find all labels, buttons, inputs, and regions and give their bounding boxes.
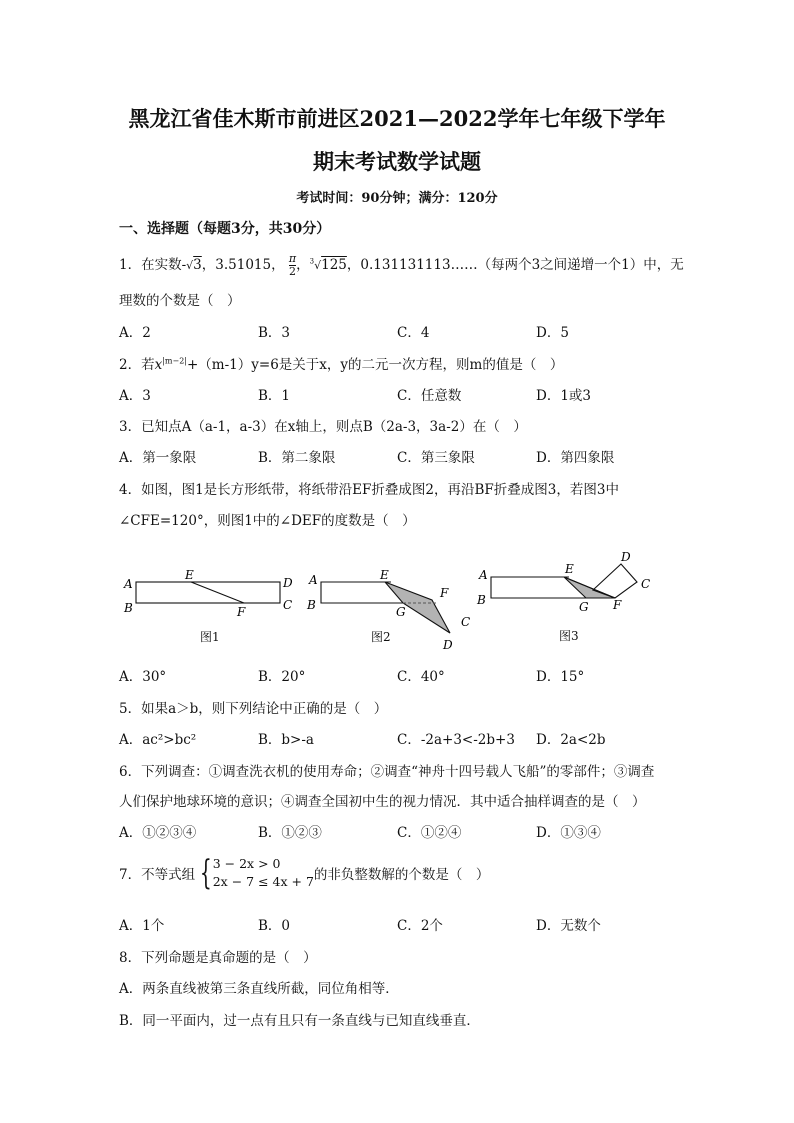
- question-4-line2: ∠CFE=120°，则图1中的∠DEF的度数是（ ）: [119, 513, 416, 529]
- question-1-line1: 1．在实数-√3，3.51015， $\frac{\pi}{2}$ ，$^3$√125，0.131131113……（每两个3之间递增一个1）中，无: [119, 252, 684, 278]
- q5-option-b[interactable]: B．b>-a: [258, 732, 314, 748]
- section-heading: 一、选择题（每题3分，共30分）: [119, 221, 331, 237]
- q7-option-a[interactable]: A．1个: [119, 918, 165, 934]
- q7-option-d[interactable]: D．无数个: [536, 918, 601, 934]
- fig2-label-g: G: [396, 605, 406, 619]
- fig1-label-a: A: [124, 577, 133, 591]
- q7-option-b[interactable]: B．0: [258, 918, 291, 934]
- q1-option-d[interactable]: D．5: [536, 325, 569, 341]
- fig3-label-f: F: [613, 598, 622, 612]
- q5-option-c[interactable]: C．-2a+3<-2b+3: [397, 732, 515, 748]
- fig3-label-a: A: [479, 568, 488, 582]
- q2-option-d[interactable]: D．1或3: [536, 388, 592, 404]
- fig1-label-d: D: [283, 576, 293, 590]
- q4-option-b[interactable]: B．20°: [258, 669, 306, 685]
- q7-option-c[interactable]: C．2个: [397, 918, 443, 934]
- q2-option-a[interactable]: A．3: [119, 388, 151, 404]
- fig3-label-g: G: [579, 600, 589, 614]
- q1-option-b[interactable]: B．3: [258, 325, 291, 341]
- question-8: 8．下列命题是真命题的是（ ）: [119, 950, 317, 966]
- fig1-label-f: F: [237, 605, 246, 619]
- figure-3: [476, 550, 650, 614]
- q3-option-d[interactable]: D．第四象限: [536, 450, 615, 466]
- fig3-label-c: C: [641, 577, 651, 591]
- question-1-line2: 理数的个数是（ ）: [119, 293, 241, 309]
- q3-option-a[interactable]: A．第一象限: [119, 450, 197, 466]
- q1-option-c[interactable]: C．4: [397, 325, 430, 341]
- inequality-2: 2x − 7 ≤ 4x + 7: [212, 874, 314, 889]
- page-title-line1: 黑龙江省佳木斯市前进区2021—2022学年七年级下学年: [128, 106, 666, 131]
- q5-option-a[interactable]: A．ac²>bc²: [119, 732, 197, 748]
- fig2-label-c: C: [461, 615, 471, 629]
- q4-figures: [115, 545, 675, 655]
- exam-info: 考试时间：90分钟；满分：120分: [296, 191, 498, 206]
- figure-2-caption: 图2: [371, 630, 391, 644]
- figure-1-caption: 图1: [200, 630, 220, 644]
- q5-option-d[interactable]: D．2a<2b: [536, 732, 606, 748]
- fig1-label-b: B: [124, 601, 133, 615]
- fig1-label-c: C: [283, 598, 293, 612]
- fig1-label-e: E: [185, 568, 194, 582]
- pi-over-2-fraction: $\frac{\pi}{2}$: [288, 252, 297, 278]
- q4-option-d[interactable]: D．15°: [536, 669, 585, 685]
- page-title-line2: 期末考试数学试题: [313, 149, 481, 174]
- q2-option-c[interactable]: C．任意数: [397, 388, 462, 404]
- q6-option-d[interactable]: D．①③④: [536, 825, 601, 841]
- fig3-label-e: E: [565, 562, 574, 576]
- q3-option-b[interactable]: B．第二象限: [258, 450, 336, 466]
- question-6-line1: 6．下列调查：①调查洗衣机的使用寿命；②调查“神舟十四号载人飞船”的零部件；③调查: [119, 764, 655, 780]
- fig3-label-b: B: [477, 593, 486, 607]
- question-3: 3．已知点A（a-1，a-3）在x轴上，则点B（2a-3，3a-2）在（ ）: [119, 419, 527, 435]
- q8-option-a[interactable]: A．两条直线被第三条直线所截，同位角相等．: [119, 981, 399, 997]
- q6-option-b[interactable]: B．①②③: [258, 825, 322, 841]
- fig3-label-d: D: [621, 550, 631, 564]
- fig2-label-a: A: [309, 573, 318, 587]
- question-7: 7．不等式组 { 3 − 2x > 0 2x − 7 ≤ 4x + 7 的非负整数解的个数是（ ）: [119, 853, 490, 893]
- fig2-label-f: F: [440, 586, 449, 600]
- question-4-line1: 4．如图，图1是长方形纸带，将纸带沿EF折叠成图2，再沿BF折叠成图3，若图3中: [119, 482, 619, 498]
- q8-option-b[interactable]: B．同一平面内，过一点有且只有一条直线与已知直线垂直．: [119, 1013, 480, 1029]
- inequality-1: 3 − 2x > 0: [212, 856, 281, 871]
- q4-option-c[interactable]: C．40°: [397, 669, 445, 685]
- q6-option-a[interactable]: A．①②③④: [119, 825, 197, 841]
- fig2-label-b: B: [307, 598, 316, 612]
- figure-3-caption: 图3: [559, 629, 579, 643]
- q4-option-a[interactable]: A．30°: [119, 669, 167, 685]
- inequality-system: [195, 855, 314, 891]
- figure-1: [123, 568, 293, 619]
- question-2: 2．若$x^{|m-2|}+(m-1)y=6$是关于x，y的二元一次方程，则m的值是（ ）: [119, 356, 564, 373]
- q6-option-c[interactable]: C．①②④: [397, 825, 462, 841]
- question-5: 5．如果a＞b，则下列结论中正确的是（ ）: [119, 701, 388, 717]
- question-6-line2: 人们保护地球环境的意识；④调查全国初中生的视力情况．其中适合抽样调查的是（ ）: [119, 794, 646, 810]
- q1-option-a[interactable]: A．2: [119, 325, 151, 341]
- brace-icon: {: [199, 853, 212, 893]
- q3-option-c[interactable]: C．第三象限: [397, 450, 475, 466]
- fig2-label-e: E: [380, 568, 389, 582]
- q2-option-b[interactable]: B．1: [258, 388, 291, 404]
- fig2-label-d: D: [443, 638, 453, 652]
